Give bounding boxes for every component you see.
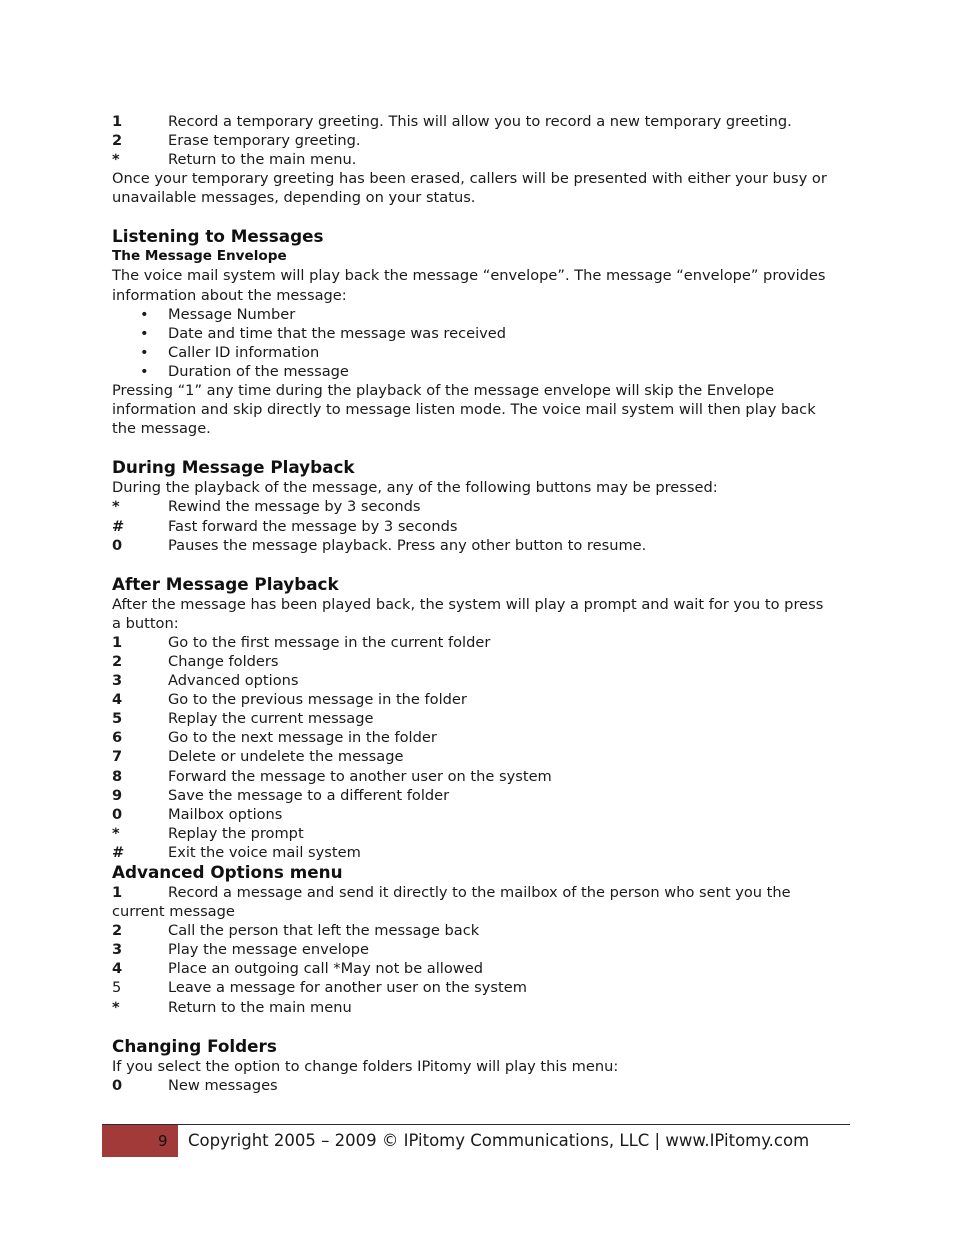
menu-text: Change folders (168, 652, 279, 670)
menu-key: 0 (112, 536, 123, 554)
list-item (112, 362, 832, 381)
menu-text: Place an outgoing call *May not be allowed (168, 960, 483, 978)
menu-option (112, 786, 832, 805)
advanced-options-menu (112, 921, 832, 1016)
menu-text: Advanced options (168, 672, 299, 690)
menu-text: Record a temporary greeting. This will allow you to record a new temporary greeting. (168, 113, 792, 130)
page-footer (102, 1124, 850, 1157)
menu-key: 4 (112, 960, 123, 978)
menu-key: 4 (112, 691, 123, 709)
menu-option (112, 497, 832, 516)
menu-text: Forward the message to another user on the system (168, 767, 552, 785)
menu-text: Replay the prompt (168, 824, 304, 842)
menu-key: 9 (112, 786, 123, 804)
list-item (112, 305, 832, 324)
menu-text: Mailbox options (168, 805, 283, 823)
section-heading-changing-folders: Changing Folders (112, 1035, 277, 1056)
envelope-outro: Pressing “1” any time during the playback of the message envelope will skip the Envelope information and skip directly to message listen mode. The voice mail system will then play back the message. (112, 382, 816, 438)
temp-greeting-menu (112, 112, 832, 169)
bullet-icon: • (140, 305, 149, 323)
during-intro: During the playback of the message, any of the following buttons may be pressed: (112, 479, 718, 497)
menu-option (112, 709, 832, 728)
menu-option (112, 633, 832, 652)
section-heading-during-playback: During Message Playback (112, 457, 355, 478)
menu-text: Go to the next message in the folder (168, 729, 437, 747)
menu-key: 3 (112, 941, 123, 959)
menu-key: * (112, 151, 120, 169)
menu-text: Record a message and send it directly to the mailbox of the person who sent you the current message (112, 884, 791, 921)
menu-key: 2 (112, 652, 123, 670)
page-number: 9 (158, 1132, 168, 1150)
menu-key: 5 (112, 979, 122, 997)
list-item (112, 324, 832, 343)
section-heading-after-playback: After Message Playback (112, 573, 339, 594)
during-playback-menu (112, 497, 832, 554)
menu-key: 2 (112, 922, 123, 940)
bullet-icon: • (140, 324, 149, 342)
menu-text: Exit the voice mail system (168, 843, 361, 861)
menu-key: 0 (112, 1076, 123, 1094)
menu-text: Go to the first message in the current folder (168, 633, 491, 651)
menu-option (112, 959, 832, 978)
menu-text: Replay the current message (168, 710, 374, 728)
menu-text: Return to the main menu. (168, 151, 357, 169)
menu-option (112, 747, 832, 766)
menu-option (112, 112, 832, 131)
menu-key: 5 (112, 710, 123, 728)
menu-option (112, 671, 832, 690)
menu-option (112, 131, 832, 150)
menu-option (112, 652, 832, 671)
menu-key: * (112, 498, 120, 516)
folders-intro: If you select the option to change folders IPitomy will play this menu: (112, 1057, 619, 1075)
menu-key: 8 (112, 767, 123, 785)
menu-text: Go to the previous message in the folder (168, 691, 467, 709)
menu-text: Play the message envelope (168, 941, 369, 959)
menu-text: New messages (168, 1076, 278, 1094)
menu-option (112, 998, 832, 1017)
menu-key: * (112, 998, 120, 1016)
list-item-text: Caller ID information (168, 343, 320, 361)
bullet-icon: • (140, 343, 149, 361)
menu-text: Return to the main menu (168, 998, 352, 1016)
menu-option (112, 767, 832, 786)
menu-text: Erase temporary greeting. (168, 132, 361, 150)
menu-key: # (112, 843, 125, 861)
menu-key: * (112, 824, 120, 842)
menu-option (112, 517, 832, 536)
after-intro: After the message has been played back, the system will play a prompt and wait for you to press a button: (112, 595, 824, 632)
menu-option (112, 940, 832, 959)
footer-copyright: Copyright 2005 – 2009 © IPitomy Communications, LLC | www.IPitomy.com (188, 1131, 810, 1150)
menu-key: 1 (112, 113, 123, 130)
menu-option (112, 536, 832, 555)
list-item-text: Date and time that the message was received (168, 324, 507, 342)
menu-option (112, 921, 832, 940)
menu-option (112, 805, 832, 824)
bullet-icon: • (140, 362, 149, 380)
list-item-text: Message Number (168, 305, 296, 323)
menu-text: Save the message to a different folder (168, 786, 450, 804)
menu-text: Pauses the message playback. Press any other button to resume. (168, 536, 647, 554)
list-item (112, 343, 832, 362)
menu-text: Call the person that left the message back (168, 922, 480, 940)
page-content (112, 112, 832, 1095)
menu-text: Leave a message for another user on the system (168, 979, 527, 997)
folders-menu (112, 1076, 832, 1095)
menu-option-wrapped (112, 883, 832, 921)
section-heading-listening: Listening to Messages (112, 226, 324, 247)
section-heading-advanced-options: Advanced Options menu (112, 862, 343, 882)
envelope-intro: The voice mail system will play back the message “envelope”. The message “envelope” provides information about the message: (112, 267, 826, 304)
menu-option (112, 150, 832, 169)
menu-key: 1 (112, 884, 123, 901)
menu-option (112, 728, 832, 747)
menu-key: 6 (112, 729, 123, 747)
menu-key: 7 (112, 748, 123, 766)
temp-greeting-note: Once your temporary greeting has been erased, callers will be presented with either your busy or unavailable messages, depending on your status. (112, 170, 827, 207)
menu-key: 0 (112, 805, 123, 823)
list-item-text: Duration of the message (168, 362, 349, 380)
menu-key: 3 (112, 672, 123, 690)
menu-text: Fast forward the message by 3 seconds (168, 517, 458, 535)
menu-text: Rewind the message by 3 seconds (168, 498, 421, 516)
menu-text: Delete or undelete the message (168, 748, 404, 766)
envelope-bullet-list (112, 305, 832, 381)
menu-option (112, 690, 832, 709)
menu-option (112, 843, 832, 862)
menu-key: # (112, 517, 125, 535)
menu-option (112, 824, 832, 843)
subheading-message-envelope: The Message Envelope (112, 248, 287, 265)
footer-divider (102, 1124, 850, 1125)
menu-option (112, 1076, 832, 1095)
menu-key: 1 (112, 633, 123, 651)
menu-key: 2 (112, 132, 123, 150)
after-playback-menu (112, 633, 832, 862)
menu-option (112, 978, 832, 997)
